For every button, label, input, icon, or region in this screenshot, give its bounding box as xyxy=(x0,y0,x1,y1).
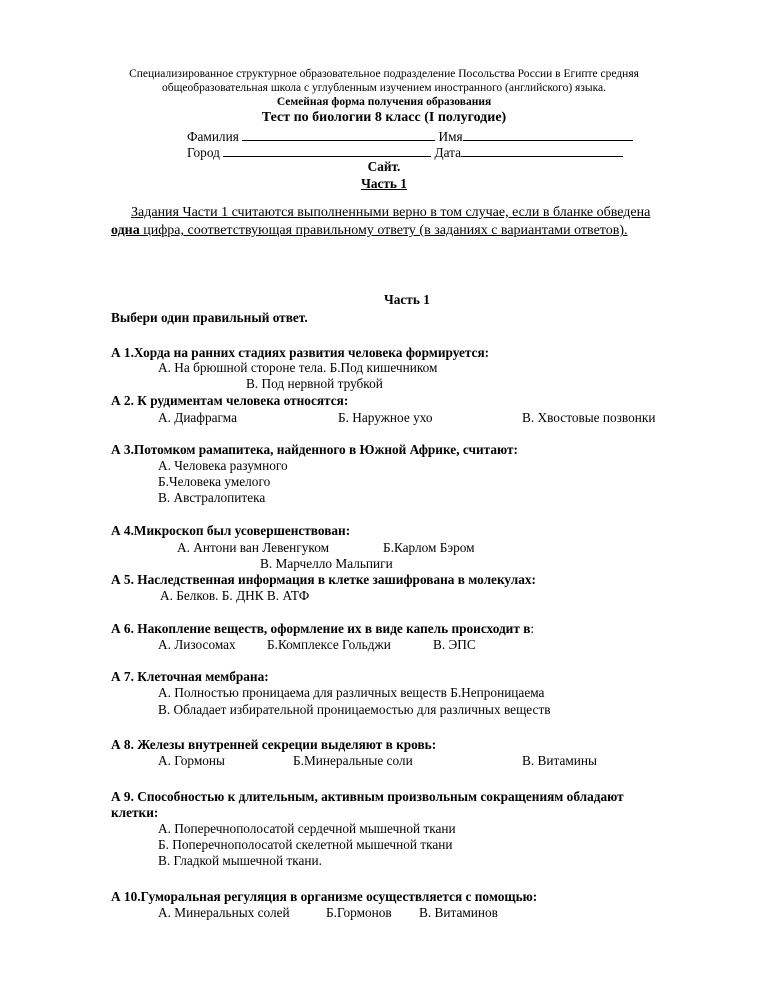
q6-option-a: А. Лизосомах xyxy=(158,637,236,652)
q6-text-end: : xyxy=(530,621,535,636)
q2-option-b: Б. Наружное ухо xyxy=(338,410,433,425)
q9-option-c: В. Гладкой мышечной ткани. xyxy=(158,853,322,868)
question-2: А 2. К рудиментам человека относятся: xyxy=(111,393,349,408)
education-form: Семейная форма получения образования xyxy=(276,96,492,108)
q4-option-a: А. Антони ван Левенгуком xyxy=(177,540,329,555)
org-line-1: Специализированное структурное образовательное подразделение Посольства России в Египте средняя xyxy=(129,68,639,80)
q10-option-a: А. Минеральных солей xyxy=(158,905,290,920)
q9-option-a: А. Поперечнополосатой сердечной мышечной ткани xyxy=(158,821,456,836)
question-3: А 3.Потомком рамапитека, найденного в Южной Африке, считают: xyxy=(111,442,518,457)
q8-option-c: В. Витамины xyxy=(522,753,597,768)
instructions-line-2 xyxy=(111,224,628,238)
question-4: А 4.Микроскоп был усовершенствован: xyxy=(111,523,351,538)
surname-blank xyxy=(242,128,435,141)
question-7: А 7. Клеточная мембрана: xyxy=(111,669,269,684)
city-row xyxy=(187,144,623,159)
q8-option-a: А. Гормоны xyxy=(158,753,225,768)
surname-label: Фамилия xyxy=(187,129,239,144)
q9-option-b: Б. Поперечнополосатой скелетной мышечной ткани xyxy=(158,837,453,852)
q1-option-b: В. Под нервной трубкой xyxy=(246,376,383,391)
q4-option-b: Б.Карлом Бэром xyxy=(383,540,475,555)
org-line-2: общеобразовательная школа с углубленным изучением иностранного (английского) языка. xyxy=(161,82,607,94)
instructions-rest: цифра, соответствующая правильному ответу (в заданиях с вариантами ответов). xyxy=(139,223,628,238)
test-title: Тест по биологии 8 класс (I полугодие) xyxy=(261,110,507,125)
name-blank xyxy=(463,128,633,141)
date-blank xyxy=(461,144,623,157)
question-1: А 1.Хорда на ранних стадиях развития человека формируется: xyxy=(111,345,490,360)
name-label: Имя xyxy=(438,129,463,144)
q5-options: А. Белков. Б. ДНК В. АТФ xyxy=(160,588,310,603)
question-10: А 10.Гуморальная регуляция в организме осуществляется с помощью: xyxy=(111,889,538,904)
question-9-line-2: клетки: xyxy=(111,805,159,820)
choose-instruction: Выбери один правильный ответ. xyxy=(111,310,308,325)
q7-option-b: В. Обладает избирательной проницаемостью для различных веществ xyxy=(158,702,551,717)
q2-option-a: А. Диафрагма xyxy=(158,410,238,425)
q3-option-c: В. Австралопитека xyxy=(158,490,266,505)
part-heading-top xyxy=(0,177,768,190)
city-label: Город xyxy=(187,145,220,160)
part-heading: Часть 1 xyxy=(384,292,430,307)
q4-option-c: В. Марчелло Мальпиги xyxy=(260,556,393,571)
q10-option-c: В. Витаминов xyxy=(419,905,498,920)
q10-option-b: Б.Гормонов xyxy=(326,905,392,920)
question-6 xyxy=(111,622,534,635)
question-8: А 8. Железы внутренней секреции выделяют в кровь: xyxy=(111,737,437,752)
instructions-bold: одна xyxy=(111,223,140,238)
q1-option-a: А. На брюшной стороне тела. Б.Под кишечником xyxy=(158,360,438,375)
q3-option-b: Б.Человека умелого xyxy=(158,474,271,489)
question-5: А 5. Наследственная информация в клетке зашифрована в молекулах: xyxy=(111,572,536,587)
part-heading-text: Часть 1 xyxy=(361,176,407,191)
surname-row xyxy=(187,128,633,143)
q6-option-c: В. ЭПС xyxy=(433,637,476,652)
q6-text: А 6. Накопление веществ, оформление их в виде капель происходит в xyxy=(111,621,531,636)
q7-option-a: А. Полностью проницаема для различных веществ Б.Непроницаема xyxy=(158,685,545,700)
site-label: Сайт. xyxy=(367,159,401,174)
city-blank xyxy=(223,144,431,157)
q6-option-b: Б.Комплексе Гольджи xyxy=(267,637,391,652)
q3-option-a: А. Человека разумного xyxy=(158,458,288,473)
question-9-line-1: А 9. Способностью к длительным, активным произвольным сокращениям обладают xyxy=(111,789,624,804)
q2-option-c: В. Хвостовые позвонки xyxy=(522,410,656,425)
instructions-line-1: Задания Части 1 считаются выполненными верно в том случае, если в бланке обведена xyxy=(131,205,651,220)
date-label: Дата xyxy=(434,145,462,160)
q8-option-b: Б.Минеральные соли xyxy=(293,753,413,768)
